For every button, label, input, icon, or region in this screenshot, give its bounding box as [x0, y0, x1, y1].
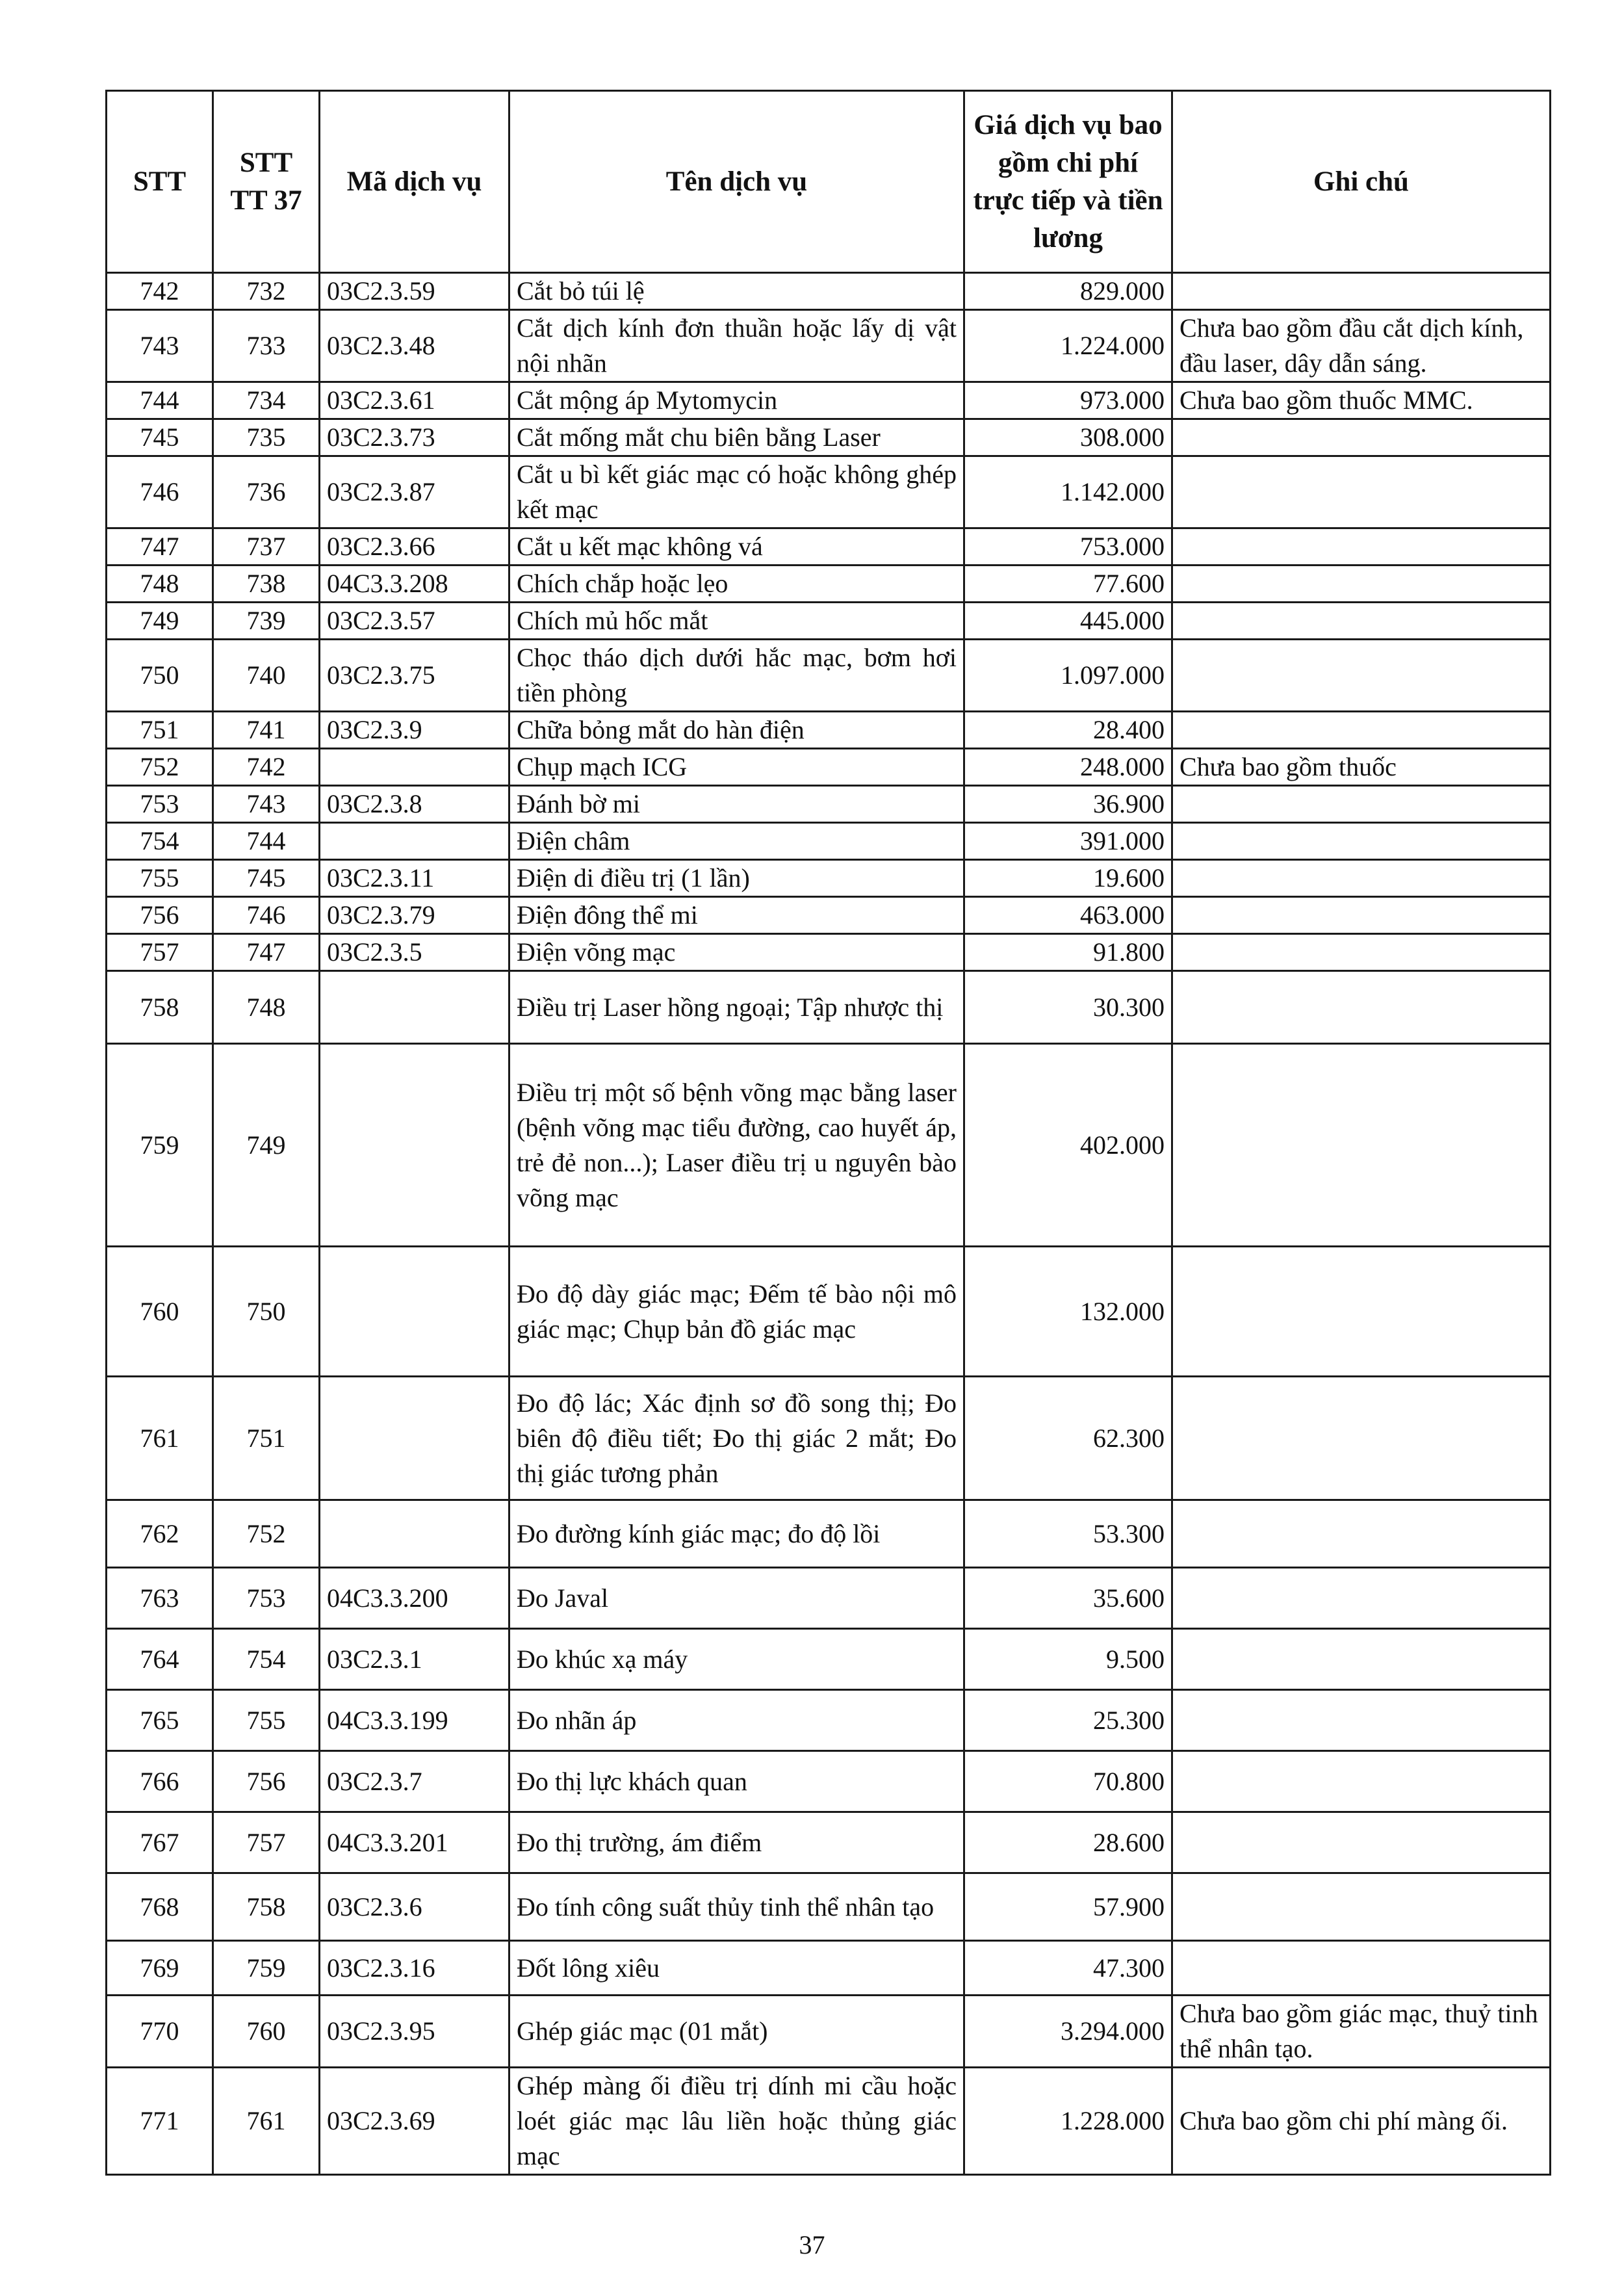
- cell-ten-dich-vu: Chụp mạch ICG: [509, 749, 964, 786]
- table-row: [107, 1941, 1551, 1996]
- table-row: [107, 310, 1551, 382]
- cell-stt-tt37: 752: [213, 1500, 320, 1568]
- table-row: [107, 971, 1551, 1044]
- cell-stt-tt37: 741: [213, 712, 320, 749]
- table-row: [107, 823, 1551, 860]
- cell-stt: 770: [107, 1996, 213, 2068]
- table-row: [107, 528, 1551, 566]
- cell-stt: 771: [107, 2068, 213, 2175]
- cell-ma-dich-vu: 03C2.3.11: [320, 860, 509, 897]
- cell-ma-dich-vu: [320, 1377, 509, 1500]
- cell-ten-dich-vu: Đo nhãn áp: [509, 1690, 964, 1751]
- cell-ma-dich-vu: [320, 1247, 509, 1377]
- cell-gia: 248.000: [964, 749, 1172, 786]
- cell-stt: 763: [107, 1568, 213, 1629]
- cell-ten-dich-vu: Đo tính công suất thủy tinh thể nhân tạo: [509, 1873, 964, 1941]
- cell-ten-dich-vu: Cắt bỏ túi lệ: [509, 273, 964, 310]
- cell-ten-dich-vu: Đo Javal: [509, 1568, 964, 1629]
- cell-stt: 761: [107, 1377, 213, 1500]
- table-row: [107, 273, 1551, 310]
- table-row: [107, 2068, 1551, 2175]
- cell-gia: 25.300: [964, 1690, 1172, 1751]
- cell-gia: 132.000: [964, 1247, 1172, 1377]
- cell-ghi-chu: [1172, 1690, 1551, 1751]
- cell-ma-dich-vu: 03C2.3.75: [320, 640, 509, 712]
- cell-ma-dich-vu: 03C2.3.16: [320, 1941, 509, 1996]
- cell-stt: 742: [107, 273, 213, 310]
- cell-stt: 753: [107, 786, 213, 823]
- table-row: [107, 897, 1551, 934]
- cell-stt-tt37: 760: [213, 1996, 320, 2068]
- cell-ten-dich-vu: Cắt u bì kết giác mạc có hoặc không ghép kết mạc: [509, 456, 964, 528]
- cell-gia: 36.900: [964, 786, 1172, 823]
- cell-stt: 759: [107, 1044, 213, 1247]
- cell-stt: 755: [107, 860, 213, 897]
- cell-gia: 53.300: [964, 1500, 1172, 1568]
- table-row: [107, 1500, 1551, 1568]
- cell-stt-tt37: 749: [213, 1044, 320, 1247]
- cell-gia: 57.900: [964, 1873, 1172, 1941]
- table-row: [107, 1377, 1551, 1500]
- table-row: [107, 419, 1551, 456]
- cell-stt: 757: [107, 934, 213, 971]
- cell-stt: 750: [107, 640, 213, 712]
- cell-gia: 35.600: [964, 1568, 1172, 1629]
- cell-stt-tt37: 737: [213, 528, 320, 566]
- cell-ten-dich-vu: Điện võng mạc: [509, 934, 964, 971]
- cell-stt-tt37: 732: [213, 273, 320, 310]
- cell-ma-dich-vu: 03C2.3.66: [320, 528, 509, 566]
- cell-ma-dich-vu: 03C2.3.6: [320, 1873, 509, 1941]
- cell-stt-tt37: 757: [213, 1812, 320, 1873]
- cell-gia: 1.228.000: [964, 2068, 1172, 2175]
- cell-ghi-chu: [1172, 566, 1551, 603]
- cell-stt-tt37: 742: [213, 749, 320, 786]
- cell-ma-dich-vu: 03C2.3.8: [320, 786, 509, 823]
- cell-ghi-chu: [1172, 1044, 1551, 1247]
- table-row: [107, 1690, 1551, 1751]
- cell-ghi-chu: [1172, 860, 1551, 897]
- cell-ten-dich-vu: Chích mủ hốc mắt: [509, 603, 964, 640]
- cell-ma-dich-vu: [320, 749, 509, 786]
- service-price-table: [105, 90, 1551, 2176]
- cell-stt-tt37: 748: [213, 971, 320, 1044]
- cell-gia: 19.600: [964, 860, 1172, 897]
- table-row: [107, 749, 1551, 786]
- cell-gia: 753.000: [964, 528, 1172, 566]
- cell-ghi-chu: Chưa bao gồm giác mạc, thuỷ tinh thể nhân tạo.: [1172, 1996, 1551, 2068]
- cell-ten-dich-vu: Đốt lông xiêu: [509, 1941, 964, 1996]
- table-row: [107, 1751, 1551, 1812]
- cell-ghi-chu: [1172, 1500, 1551, 1568]
- cell-ma-dich-vu: 03C2.3.59: [320, 273, 509, 310]
- cell-ghi-chu: [1172, 897, 1551, 934]
- cell-ten-dich-vu: Điện di điều trị (1 lần): [509, 860, 964, 897]
- cell-stt: 767: [107, 1812, 213, 1873]
- cell-ghi-chu: Chưa bao gồm chi phí màng ối.: [1172, 2068, 1551, 2175]
- cell-stt: 766: [107, 1751, 213, 1812]
- cell-stt: 768: [107, 1873, 213, 1941]
- cell-gia: 3.294.000: [964, 1996, 1172, 2068]
- cell-ghi-chu: [1172, 823, 1551, 860]
- cell-stt: 756: [107, 897, 213, 934]
- cell-ma-dich-vu: 04C3.3.201: [320, 1812, 509, 1873]
- cell-ma-dich-vu: 03C2.3.9: [320, 712, 509, 749]
- cell-ma-dich-vu: [320, 1500, 509, 1568]
- cell-ten-dich-vu: Cắt mống mắt chu biên bằng Laser: [509, 419, 964, 456]
- cell-gia: 47.300: [964, 1941, 1172, 1996]
- cell-stt-tt37: 755: [213, 1690, 320, 1751]
- cell-gia: 308.000: [964, 419, 1172, 456]
- header-stt: STT: [107, 91, 213, 273]
- cell-stt-tt37: 738: [213, 566, 320, 603]
- cell-gia: 391.000: [964, 823, 1172, 860]
- cell-ghi-chu: [1172, 971, 1551, 1044]
- cell-ghi-chu: [1172, 603, 1551, 640]
- cell-ghi-chu: Chưa bao gồm thuốc: [1172, 749, 1551, 786]
- cell-ten-dich-vu: Chữa bỏng mắt do hàn điện: [509, 712, 964, 749]
- cell-stt: 751: [107, 712, 213, 749]
- cell-ghi-chu: [1172, 640, 1551, 712]
- cell-ten-dich-vu: Đo thị lực khách quan: [509, 1751, 964, 1812]
- cell-ghi-chu: [1172, 1377, 1551, 1500]
- cell-gia: 62.300: [964, 1377, 1172, 1500]
- cell-stt: 744: [107, 382, 213, 419]
- cell-ma-dich-vu: [320, 971, 509, 1044]
- table-row: [107, 1812, 1551, 1873]
- cell-stt-tt37: 761: [213, 2068, 320, 2175]
- cell-ten-dich-vu: Cắt mộng áp Mytomycin: [509, 382, 964, 419]
- cell-stt: 765: [107, 1690, 213, 1751]
- cell-ma-dich-vu: 03C2.3.95: [320, 1996, 509, 2068]
- cell-gia: 445.000: [964, 603, 1172, 640]
- cell-gia: 1.097.000: [964, 640, 1172, 712]
- cell-ten-dich-vu: Đo đường kính giác mạc; đo độ lồi: [509, 1500, 964, 1568]
- cell-ghi-chu: [1172, 456, 1551, 528]
- cell-ten-dich-vu: Điện đông thể mi: [509, 897, 964, 934]
- cell-ten-dich-vu: Điều trị một số bệnh võng mạc bằng laser (bệnh võng mạc tiểu đường, cao huyết áp, trẻ đẻ non...); Laser điều trị u nguyên bào võng mạc: [509, 1044, 964, 1247]
- table-row: [107, 1247, 1551, 1377]
- cell-gia: 973.000: [964, 382, 1172, 419]
- cell-stt: 746: [107, 456, 213, 528]
- table-row: [107, 934, 1551, 971]
- cell-stt-tt37: 743: [213, 786, 320, 823]
- table-row: [107, 456, 1551, 528]
- cell-stt: 749: [107, 603, 213, 640]
- cell-gia: 28.600: [964, 1812, 1172, 1873]
- table-row: [107, 1568, 1551, 1629]
- cell-stt-tt37: 745: [213, 860, 320, 897]
- cell-stt-tt37: 753: [213, 1568, 320, 1629]
- cell-ten-dich-vu: Đo thị trường, ám điểm: [509, 1812, 964, 1873]
- cell-ghi-chu: [1172, 419, 1551, 456]
- cell-gia: 402.000: [964, 1044, 1172, 1247]
- cell-ten-dich-vu: Đo độ lác; Xác định sơ đồ song thị; Đo biên độ điều tiết; Đo thị giác 2 mắt; Đo thị giác tương phản: [509, 1377, 964, 1500]
- cell-gia: 829.000: [964, 273, 1172, 310]
- cell-stt: 748: [107, 566, 213, 603]
- cell-stt: 743: [107, 310, 213, 382]
- cell-ma-dich-vu: 04C3.3.208: [320, 566, 509, 603]
- table-row: [107, 640, 1551, 712]
- cell-ten-dich-vu: Điều trị Laser hồng ngoại; Tập nhược thị: [509, 971, 964, 1044]
- cell-gia: 70.800: [964, 1751, 1172, 1812]
- cell-ghi-chu: [1172, 1247, 1551, 1377]
- cell-stt: 745: [107, 419, 213, 456]
- page-number: 37: [799, 2230, 825, 2259]
- header-stt-tt37: STT TT 37: [213, 91, 320, 273]
- cell-ghi-chu: [1172, 273, 1551, 310]
- cell-gia: 463.000: [964, 897, 1172, 934]
- cell-stt-tt37: 740: [213, 640, 320, 712]
- cell-stt-tt37: 756: [213, 1751, 320, 1812]
- cell-stt: 752: [107, 749, 213, 786]
- cell-gia: 28.400: [964, 712, 1172, 749]
- cell-stt: 764: [107, 1629, 213, 1690]
- cell-ghi-chu: [1172, 712, 1551, 749]
- cell-ghi-chu: Chưa bao gồm thuốc MMC.: [1172, 382, 1551, 419]
- cell-ghi-chu: [1172, 786, 1551, 823]
- cell-stt-tt37: 736: [213, 456, 320, 528]
- table-row: [107, 1629, 1551, 1690]
- cell-stt-tt37: 744: [213, 823, 320, 860]
- cell-ma-dich-vu: 03C2.3.57: [320, 603, 509, 640]
- cell-stt-tt37: 758: [213, 1873, 320, 1941]
- header-gia-dich-vu: Giá dịch vụ bao gồm chi phí trực tiếp và tiền lương: [964, 91, 1172, 273]
- cell-ten-dich-vu: Điện châm: [509, 823, 964, 860]
- cell-stt: 760: [107, 1247, 213, 1377]
- cell-stt: 758: [107, 971, 213, 1044]
- cell-ma-dich-vu: 03C2.3.73: [320, 419, 509, 456]
- cell-ten-dich-vu: Ghép giác mạc (01 mắt): [509, 1996, 964, 2068]
- cell-ghi-chu: [1172, 528, 1551, 566]
- header-ten-dich-vu: Tên dịch vụ: [509, 91, 964, 273]
- table-row: [107, 1873, 1551, 1941]
- cell-ghi-chu: [1172, 1812, 1551, 1873]
- cell-stt: 747: [107, 528, 213, 566]
- cell-ma-dich-vu: 03C2.3.61: [320, 382, 509, 419]
- cell-ma-dich-vu: 04C3.3.200: [320, 1568, 509, 1629]
- cell-ten-dich-vu: Chọc tháo dịch dưới hắc mạc, bơm hơi tiền phòng: [509, 640, 964, 712]
- cell-ten-dich-vu: Cắt u kết mạc không vá: [509, 528, 964, 566]
- table-row: [107, 1996, 1551, 2068]
- table-body: [107, 273, 1551, 2175]
- cell-stt-tt37: 747: [213, 934, 320, 971]
- table-row: [107, 1044, 1551, 1247]
- header-ghi-chu: Ghi chú: [1172, 91, 1551, 273]
- cell-stt-tt37: 751: [213, 1377, 320, 1500]
- cell-stt-tt37: 733: [213, 310, 320, 382]
- cell-gia: 91.800: [964, 934, 1172, 971]
- table-row: [107, 712, 1551, 749]
- price-table-page: [105, 90, 1549, 2176]
- cell-gia: 1.142.000: [964, 456, 1172, 528]
- cell-ma-dich-vu: 04C3.3.199: [320, 1690, 509, 1751]
- cell-ghi-chu: [1172, 1751, 1551, 1812]
- cell-ma-dich-vu: [320, 1044, 509, 1247]
- cell-ten-dich-vu: Cắt dịch kính đơn thuần hoặc lấy dị vật nội nhãn: [509, 310, 964, 382]
- cell-ma-dich-vu: 03C2.3.48: [320, 310, 509, 382]
- cell-ghi-chu: Chưa bao gồm đầu cắt dịch kính, đầu laser, dây dẫn sáng.: [1172, 310, 1551, 382]
- table-row: [107, 603, 1551, 640]
- cell-ma-dich-vu: 03C2.3.79: [320, 897, 509, 934]
- cell-ghi-chu: [1172, 1629, 1551, 1690]
- cell-stt: 754: [107, 823, 213, 860]
- cell-ghi-chu: [1172, 934, 1551, 971]
- cell-ghi-chu: [1172, 1873, 1551, 1941]
- cell-ghi-chu: [1172, 1568, 1551, 1629]
- cell-ghi-chu: [1172, 1941, 1551, 1996]
- cell-ten-dich-vu: Đo khúc xạ máy: [509, 1629, 964, 1690]
- cell-stt-tt37: 746: [213, 897, 320, 934]
- cell-gia: 1.224.000: [964, 310, 1172, 382]
- header-ma-dich-vu: Mã dịch vụ: [320, 91, 509, 273]
- cell-ma-dich-vu: [320, 823, 509, 860]
- cell-stt-tt37: 750: [213, 1247, 320, 1377]
- cell-ten-dich-vu: Đo độ dày giác mạc; Đếm tế bào nội mô giác mạc; Chụp bản đồ giác mạc: [509, 1247, 964, 1377]
- table-row: [107, 860, 1551, 897]
- cell-ma-dich-vu: 03C2.3.7: [320, 1751, 509, 1812]
- cell-gia: 77.600: [964, 566, 1172, 603]
- header-row: [107, 91, 1551, 273]
- cell-stt: 762: [107, 1500, 213, 1568]
- cell-stt-tt37: 735: [213, 419, 320, 456]
- cell-stt-tt37: 739: [213, 603, 320, 640]
- table-row: [107, 382, 1551, 419]
- cell-ma-dich-vu: 03C2.3.87: [320, 456, 509, 528]
- cell-ma-dich-vu: 03C2.3.69: [320, 2068, 509, 2175]
- table-row: [107, 786, 1551, 823]
- cell-ten-dich-vu: Chích chắp hoặc lẹo: [509, 566, 964, 603]
- cell-stt-tt37: 754: [213, 1629, 320, 1690]
- cell-gia: 30.300: [964, 971, 1172, 1044]
- cell-stt-tt37: 734: [213, 382, 320, 419]
- cell-stt-tt37: 759: [213, 1941, 320, 1996]
- cell-ma-dich-vu: 03C2.3.5: [320, 934, 509, 971]
- cell-ma-dich-vu: 03C2.3.1: [320, 1629, 509, 1690]
- cell-gia: 9.500: [964, 1629, 1172, 1690]
- cell-stt: 769: [107, 1941, 213, 1996]
- table-row: [107, 566, 1551, 603]
- cell-ten-dich-vu: Đánh bờ mi: [509, 786, 964, 823]
- cell-ten-dich-vu: Ghép màng ối điều trị dính mi cầu hoặc loét giác mạc lâu liền hoặc thủng giác mạc: [509, 2068, 964, 2175]
